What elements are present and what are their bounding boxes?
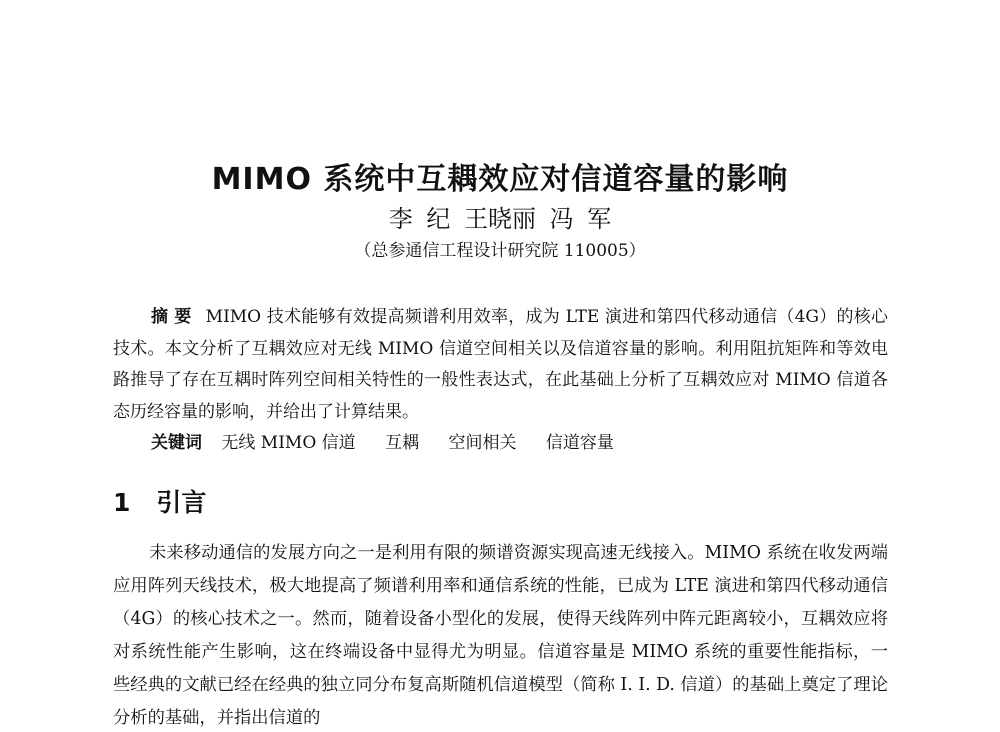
abstract-text: MIMO 技术能够有效提高频谱利用效率，成为 LTE 演进和第四代移动通信（4G）的核心技术。本文分析了互耦效应对无线 MIMO 信道空间相关以及信道容量的影响。利用阻抗矩阵和等效电路推导了存在互耦时阵列空间相关特性的一般性表达式，在此基础上分析了互耦效应对 MIMO 信道各态历经容量的影响，并给出了计算结果。 (113, 307, 888, 422)
section-heading (113, 486, 206, 520)
author-list: 李 纪 王晓丽 冯 军 (388, 205, 612, 233)
section-title: 引言 (156, 488, 207, 517)
keywords-line (151, 428, 891, 459)
section-number: 1 (113, 488, 131, 517)
keyword: 无线 MIMO 信道 (221, 433, 356, 453)
keywords-label: 关键词 (151, 433, 202, 453)
abstract-label: 摘 要 (151, 307, 192, 327)
abstract-paragraph (113, 302, 888, 428)
affiliation: （总参通信工程设计研究院 110005） (354, 241, 646, 261)
keyword: 信道容量 (545, 433, 614, 453)
keyword: 空间相关 (448, 433, 517, 453)
keyword: 互耦 (385, 433, 420, 453)
intro-paragraph: 未来移动通信的发展方向之一是利用有限的频谱资源实现高速无线接入。MIMO 系统在收发两端应用阵列天线技术，极大地提高了频谱利用率和通信系统的性能，已成为 LTE 演进和第四代移动通信（4G）的核心技术之一。然而，随着设备小型化的发展，使得天线阵列中阵元距离较小，互耦效应将对系统性能产生影响，这在终端设备中显得尤为明显。信道容量是 MIMO 系统的重要性能指标，一些经典的文献已经在经典的独立同分布复高斯随机信道模型（简称 I. I. D. 信道）的基础上奠定了理论分析的基础，并指出信道的 (113, 543, 888, 728)
paper-title: MIMO 系统中互耦效应对信道容量的影响 (211, 162, 789, 197)
